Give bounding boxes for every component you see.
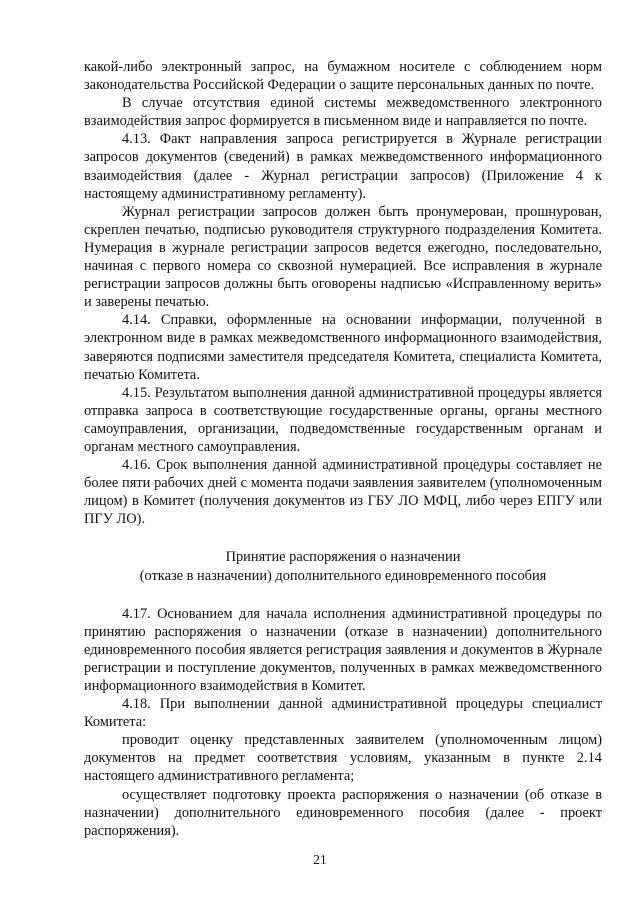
paragraph-no-system: В случае отсутствия единой системы межведомственного электронного взаимодействия запрос формируется в письменном виде и направляется по почте.: [84, 95, 602, 130]
paragraph-draft-order: осуществляет подготовку проекта распоряжения о назначении (об отказе в назначении) дополнительного единовременного пособия (далее - проект распоряжения).: [84, 786, 602, 839]
paragraph-assessment: проводит оценку представленных заявителем (уполномоченным лицом) документов на предмет соответствия условиям, указанным в пункте 2.14 настоящего административного регламента;: [84, 732, 602, 785]
paragraph-4-18: 4.18. При выполнении данной административной процедуры специалист Комитета:: [84, 696, 602, 731]
paragraph-4-16: 4.16. Срок выполнения данной административной процедуры составляет не более пяти рабочих дней с момента подачи заявления заявителем (уполномоченным лицом) в Комитет (получения документов из ГБУ ЛО МФЦ, либо через ЕПГУ или ПГУ ЛО).: [84, 457, 602, 528]
section-heading-line-2: (отказе в назначении) дополнительного единовременного пособия: [139, 567, 547, 584]
section-heading-line-1: Принятие распоряжения о назначении: [225, 549, 461, 566]
paragraph-4-15: 4.15. Результатом выполнения данной административной процедуры является отправка запроса в соответствующие государственные органы, органы местного самоуправления, организации, подведомственные государственным органам и органам местного самоуправления.: [84, 384, 602, 455]
spacer: [84, 528, 602, 548]
paragraph-4-17: 4.17. Основанием для начала исполнения административной процедуры по принятию распоряжения о назначении (отказе в назначении) дополнительного единовременного пособия является регистрация заявления и документов в Журнале регистрации и поступление документов, полученных в рамках межведомственного информационного взаимодействия в Комитет.: [84, 605, 602, 694]
spacer: [84, 585, 602, 605]
paragraph-4-13: 4.13. Факт направления запроса регистрируется в Журнале регистрации запросов документов (сведений) в рамках межведомственного информационного взаимодействия (далее - Журнал регистрации запросов) (Приложение 4 к настоящему административному регламенту).: [84, 131, 602, 202]
paragraph-continuation: какой-либо электронный запрос, на бумажном носителе с соблюдением норм законодательства Российской Федерации о защите персональных данных по почте.: [84, 59, 602, 94]
paragraph-journal: Журнал регистрации запросов должен быть пронумерован, прошнурован, скреплен печатью, подписью руководителя структурного подразделения Комитета. Нумерация в журнале регистрации запросов ведется ежегодно, последовательно, начиная с первого номера со сквозной нумерацией. Все исправления в журнале регистрации запросов должны быть оговорены надписью «Исправленному верить» и заверены печатью.: [84, 203, 602, 311]
page-number: 21: [313, 852, 327, 867]
document-body: [84, 58, 602, 840]
paragraph-4-14: 4.14. Справки, оформленные на основании информации, полученной в электронном виде в рамках межведомственного информационного взаимодействия, заверяются подписями заместителя председателя Комитета, специалиста Комитета, печатью Комитета.: [84, 312, 602, 383]
